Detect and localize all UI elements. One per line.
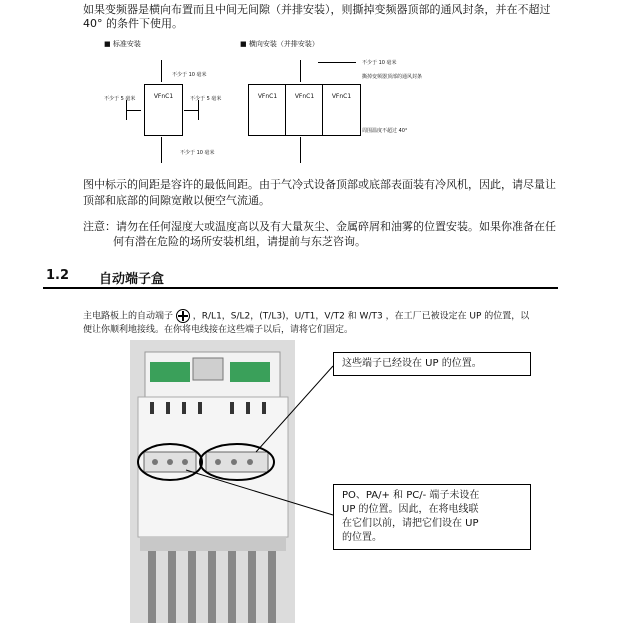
temp-note-label: 周围温度不超过 40° [362, 128, 408, 134]
unit-label: VFnC1 [331, 93, 352, 100]
section-title: 自动端子盒 [99, 272, 165, 287]
leader-line-bottom [186, 470, 333, 515]
para2-text-a: 主电路板上的自动端子 [83, 311, 174, 322]
note-line-1: 注意：请勿在任何湿度大或温度高以及有大量灰尘、金属碎屑和油雾的位置安装。如果你准备在任 [83, 220, 556, 233]
leader-line-top [256, 366, 333, 452]
right-clearance-label: 不少于 5 毫米 [190, 96, 222, 102]
callout-up-set: 这些端子已经设在 UP 的位置。 [333, 352, 531, 376]
para2-line-2: 便让你顺利地接线。在你将电线接在这些端子以后，请将它们固定。 [83, 325, 354, 335]
unit-label: VFnC1 [153, 93, 174, 100]
side-install-label: ■ 横向安装（并排安装） [240, 40, 319, 48]
top-clearance-label: 不少于 10 毫米 [172, 72, 207, 78]
callout-not-up-line-2: UP 的位置。因此，在将电线联 [342, 504, 479, 515]
tear-note-label: 撕掉变频器顶部的通风封条 [362, 74, 423, 80]
note-line-2: 何有潜在危险的场所安装机组，请提前与东芝咨询。 [113, 235, 366, 248]
standard-install-label: ■ 标准安装 [104, 40, 141, 48]
intro-line-1: 如果变频器是横向布置而且中间无间隙（并排安装），则撕掉变频器顶部的通风封条，并在不超过 [83, 3, 551, 16]
callout-not-up [333, 484, 531, 550]
side-top-clearance-label: 不少于 10 毫米 [362, 60, 397, 66]
unit-label: VFnC1 [257, 93, 278, 100]
side-install-text: 横向安装（并排安装） [248, 40, 319, 48]
callout-not-up-line-4: 的位置。 [342, 532, 382, 543]
intro-line-2: 40° 的条件下使用。 [83, 17, 183, 30]
section-number: 1.2 [46, 268, 70, 283]
bottom-clearance-label: 不少于 10 毫米 [180, 150, 215, 156]
para1-line-2: 顶部和底部的间隙宽敞以便空气流通。 [83, 194, 270, 207]
unit-label: VFnC1 [294, 93, 315, 100]
para2-text-b: ，R/L1，S/L2，(T/L3)，U/T1，V/T2 和 W/T3 ，在工厂已被设定在 UP 的位置，以 [192, 311, 530, 322]
left-clearance-label: 不少于 5 毫米 [104, 96, 136, 102]
callout-not-up-line-3: 在它们以前，请把它们设在 UP [342, 518, 479, 529]
callout-not-up-line-1: PO、PA/+ 和 PC/- 端子未设在 [342, 490, 480, 501]
para1-line-1: 图中标示的间距是容许的最低间距。由于气冷式设备顶部或底部表面装有冷风机，因此，请尽量让 [83, 178, 556, 191]
standard-install-text: 标准安装 [112, 40, 141, 48]
